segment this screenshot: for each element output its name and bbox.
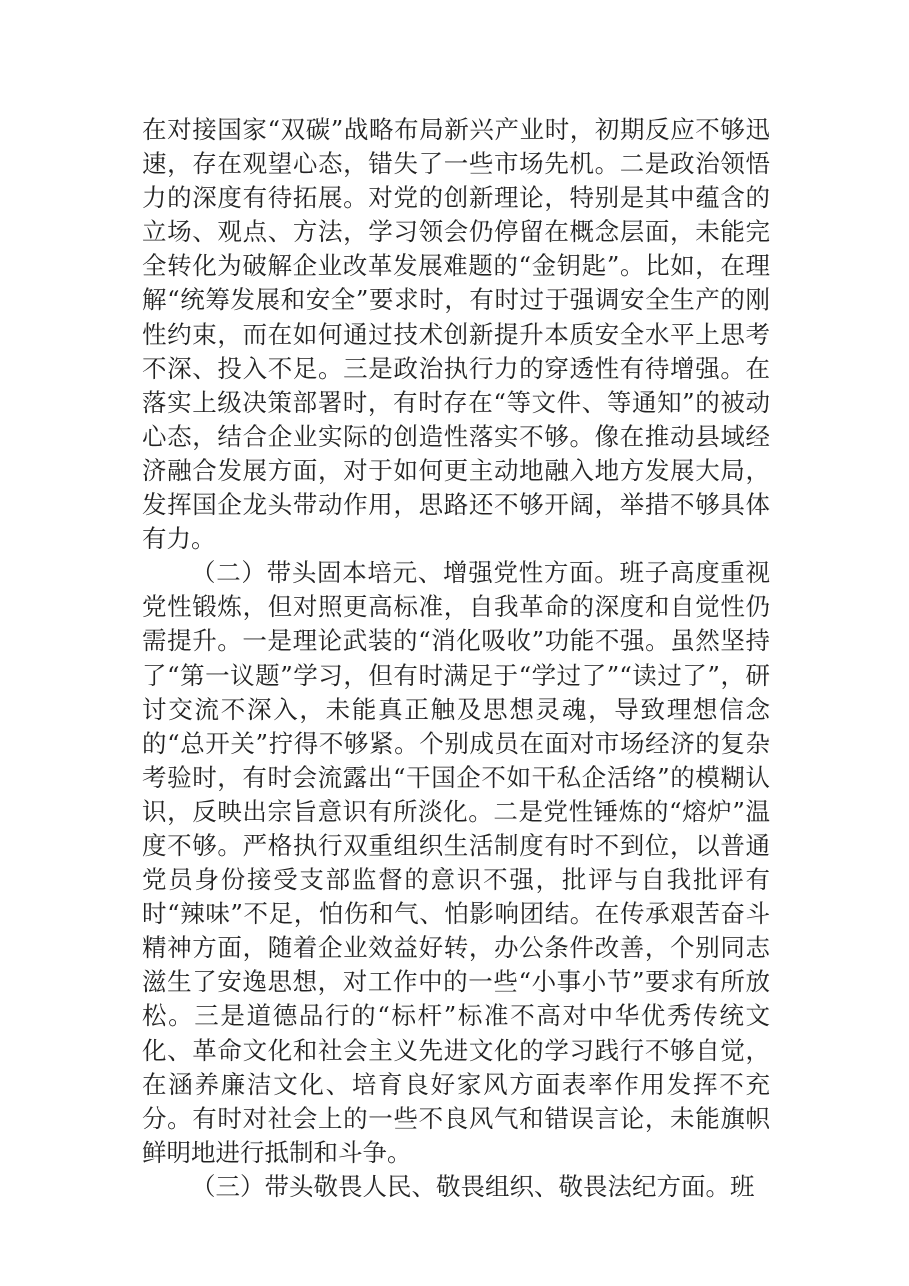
paragraph-respect-heading: （三）带头敬畏人民、敬畏组织、敬畏法纪方面。班 — [191, 1171, 755, 1201]
paragraph-political-capability-continued: 在对接国家“双碳”战略布局新兴产业时，初期反应不够迅速，存在观望心态，错失了一些市场先机。二是政治领悟力的深度有待拓展。对党的创新理论，特别是其中蕴含的立场、观点、方法，学习领会仍停留在概念层面，未能完全转化为破解企业改革发展难题的“金钥匙”。比如，在理解“统筹发展和安全”要求时，有时过于强调安全生产的刚性约束，而在如何通过技术创新提升本质安全水平上思考不深、投入不足。三是政治执行力的穿透性有待增强。在落实上级决策部署时，有时存在“等文件、等通知”的被动心态，结合企业实际的创造性落实不够。像在推动县域经济融合发展方面，对于如何更主动地融入地方发展大局，发挥国企龙头带动作用，思路还不够开阔，举措不够具体有力。 — [142, 115, 770, 554]
document-page — [142, 113, 770, 1204]
paragraph-party-spirit: （二）带头固本培元、增强党性方面。班子高度重视党性锻炼，但对照更高标准，自我革命的深度和自觉性仍需提升。一是理论武装的“消化吸收”功能不强。虽然坚持了“第一议题”学习，但有时满足于“学过了”“读过了”，研讨交流不深入，未能真正触及思想灵魂，导致理想信念的“总开关”拧得不够紧。个别成员在面对市场经济的复杂考验时，有时会流露出“干国企不如干私企活络”的模糊认识，反映出宗旨意识有所淡化。二是党性锤炼的“熔炉”温度不够。严格执行双重组织生活制度有时不到位，以普通党员身份接受支部监督的意识不强，批评与自我批评有时“辣味”不足，怕伤和气、怕影响团结。在传承艰苦奋斗精神方面，随着企业效益好转，办公条件改善，个别同志滋生了安逸思想，对工作中的一些“小事小节”要求有所放松。三是道德品行的“标杆”标准不高对中华优秀传统文化、革命文化和社会主义先进文化的学习践行不够自觉，在涵养廉洁文化、培育良好家风方面表率作用发挥不充分。有时对社会上的一些不良风气和错误言论，未能旗帜鲜明地进行抵制和斗争。 — [142, 558, 770, 1167]
